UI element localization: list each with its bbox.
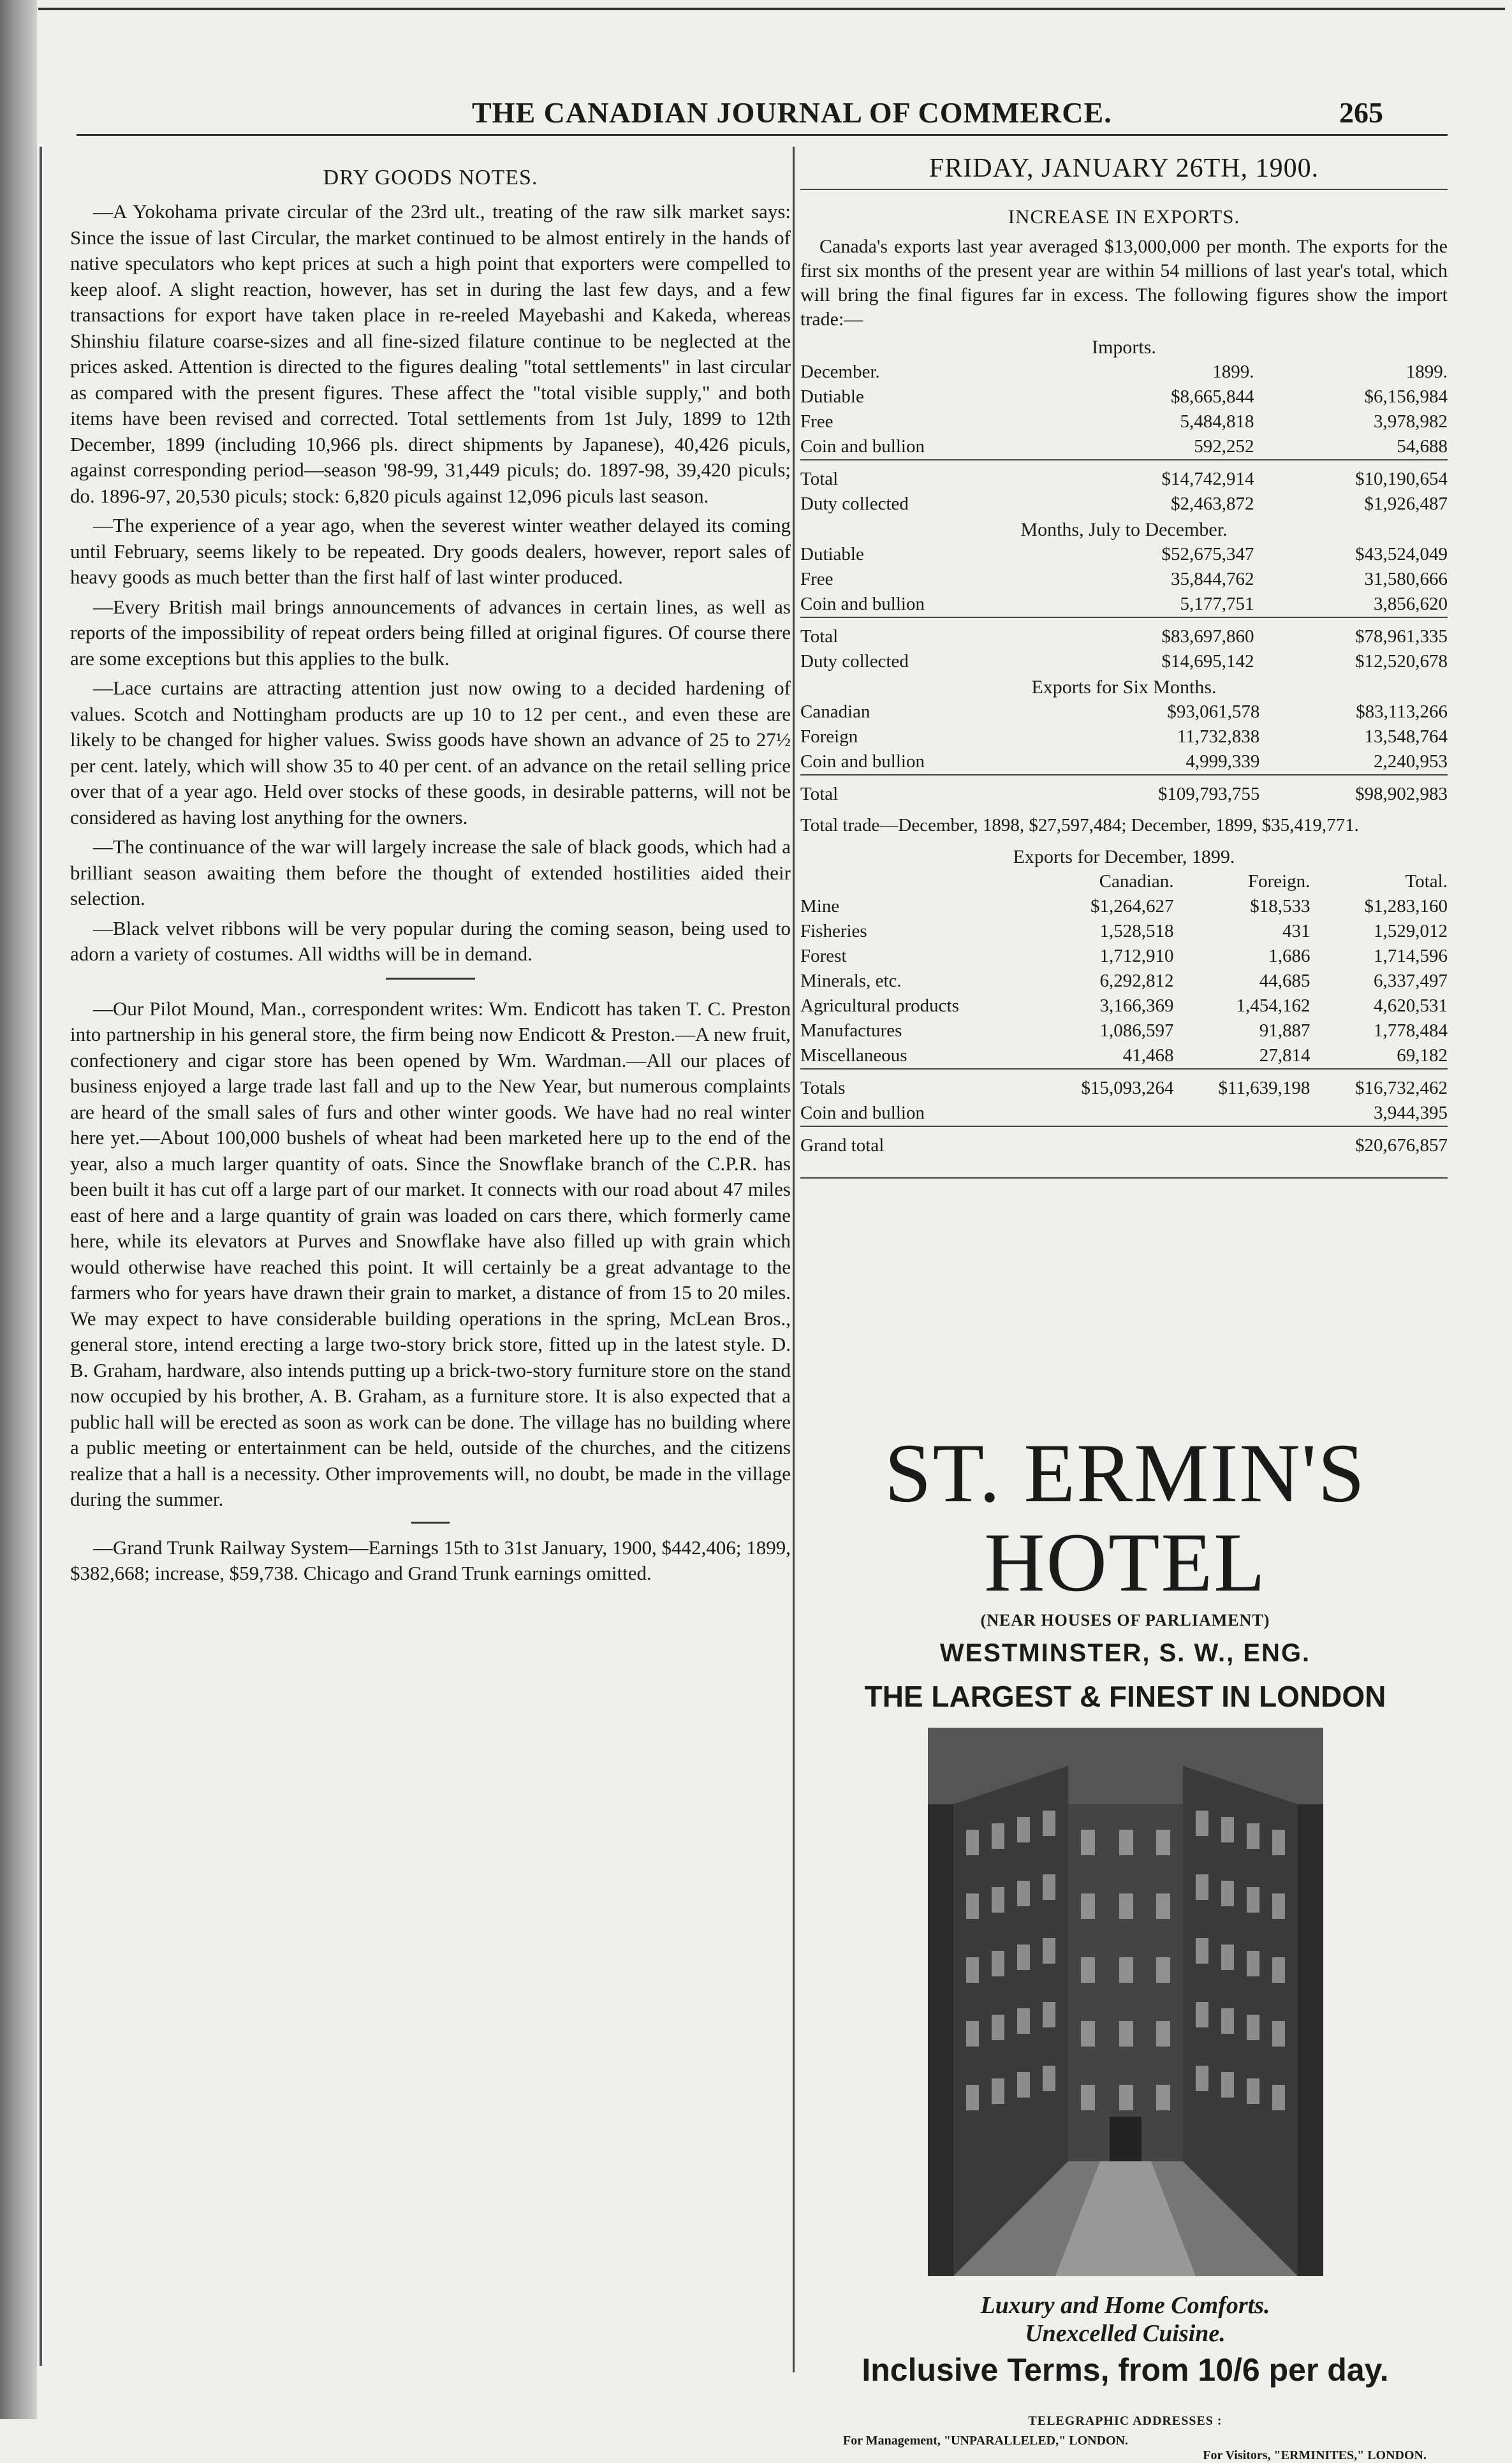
table-header-cell: December.	[800, 362, 880, 382]
hotel-subtitle: (NEAR HOUSES OF PARLIAMENT)	[980, 1611, 1270, 1629]
table-cell: 44,685	[1259, 971, 1310, 991]
issue-date: FRIDAY, JANUARY 26TH, 1900.	[928, 154, 1319, 183]
table-cell: $78,961,335	[1355, 626, 1448, 647]
imports-months-table	[800, 542, 1448, 674]
page-header	[0, 96, 1512, 134]
table-cell: 11,732,838	[1177, 726, 1260, 747]
table-cell: Coin and bullion	[800, 1103, 925, 1123]
table-cell: $83,113,266	[1356, 702, 1448, 722]
dry-goods-paragraph: —Lace curtains are attracting attention just now owing to a decided hardening of values. Scotch and Nottingham products are up 10 to 12 per cent., and even these are likely to be changed for higher values. Swiss goods have shown an advance of 25 to 27½ per cent. lately, which will show 35 to 40 per cent. of an advance on the retail selling price over that of a year ago. Held over stocks of these goods, in desirable patterns, will not be considered as having lost anything for the owners.	[70, 677, 791, 828]
section-divider	[411, 1522, 450, 1524]
table-cell: 91,887	[1259, 1020, 1310, 1041]
dry-goods-paragraph: —Every British mail brings announcements of advances in certain lines, as well as reports of the impossibility of repeat orders being filled at original figures. Of course there are some exceptions but this applies to the bulk.	[70, 595, 791, 670]
table-row	[800, 1018, 1448, 1043]
table-header-row	[800, 869, 1448, 894]
sum-rule	[800, 1126, 1448, 1133]
telegraphic-addresses-label: TELEGRAPHIC ADDRESSES :	[1028, 2414, 1222, 2428]
table-cell: $83,697,860	[1161, 626, 1254, 647]
table-cell: $10,190,654	[1355, 469, 1448, 489]
table-cell: $93,061,578	[1167, 702, 1260, 722]
visitors-address: For Visitors, "ERMINITES," LONDON.	[1203, 2448, 1427, 2462]
exports-six-months-table	[800, 700, 1448, 807]
table-row	[800, 649, 1448, 674]
table-cell: 1,529,012	[1374, 921, 1448, 941]
page-number: 265	[1339, 96, 1383, 129]
dry-goods-paragraph: —A Yokohama private circular of the 23rd ult., treating of the raw silk market says: Since the issue of last Circular, the market continued to be almost entirely in the hands of native speculators who kept prices at such a high point that exporters were compelled to keep aloof. A slight reaction, however, has set in during the last few days, and a few transactions for export have taken place in re-reeled Mayebashi and Kakeda, whereas Shinshiu filature coarse-sizes and all fine-sized filature continue to be neglected at the prices asked. Attention is directed to the figures dealing "total settlements" in last circular as compared with the present figures. These affect the "total visible supply," and both items have been revised and corrected. Total settlements from 1st July, 1899 to 12th December, 1899 (including 10,966 pls. direct shipments by Japanese), 40,426 piculs, against corresponding period—season '98-99, 31,449 piculs; do. 1897-98, 39,420 piculs; do. 1896-97, 20,530 piculs; stock: 6,820 piculs against 12,096 piculs last season.	[70, 200, 791, 507]
table-row	[800, 542, 1448, 567]
imports-caption: Imports.	[1092, 337, 1156, 358]
table-cell: 3,856,620	[1374, 594, 1448, 614]
hotel-luxury-line: Luxury and Home Comforts.	[980, 2292, 1270, 2319]
table-row	[800, 894, 1448, 919]
table-total-row	[800, 624, 1448, 649]
table-cell: 41,468	[1122, 1045, 1174, 1066]
table-cell: $1,264,627	[1090, 896, 1174, 916]
table-cell: Dutiable	[800, 544, 864, 564]
table-header-cell: Canadian.	[1099, 871, 1174, 892]
table-cell: $20,676,857	[1355, 1135, 1448, 1156]
table-cell: 1,712,910	[1099, 946, 1174, 966]
table-row	[800, 592, 1448, 617]
six-months-caption: Exports for Six Months.	[1031, 677, 1217, 698]
table-cell: 592,252	[1194, 436, 1254, 457]
table-cell: 2,240,953	[1374, 751, 1448, 772]
table-cell: Canadian	[800, 702, 870, 722]
table-cell: 13,548,764	[1364, 726, 1448, 747]
hotel-name: ST. ERMIN'S HOTEL	[884, 1426, 1366, 1609]
column-divider	[793, 147, 795, 2372]
sum-rule	[800, 775, 1448, 782]
table-cell: Grand total	[800, 1135, 884, 1156]
table-cell: Fisheries	[800, 921, 867, 941]
left-column	[70, 147, 791, 2385]
table-row	[800, 994, 1448, 1018]
sum-rule	[800, 617, 1448, 624]
grand-trunk-paragraph: —Grand Trunk Railway System—Earnings 15th to 31st January, 1900, $442,406; 1899, $382,668; increase, $59,738. Chicago and Grand Trunk earnings omitted.	[70, 1536, 791, 1584]
table-cell: Duty collected	[800, 651, 909, 672]
table-cell: 1,528,518	[1099, 921, 1174, 941]
table-cell: 4,999,339	[1185, 751, 1260, 772]
table-header-cell: 1899.	[1406, 362, 1448, 382]
table-cell: 5,484,818	[1180, 411, 1254, 432]
left-margin-rule	[40, 147, 42, 2366]
table-cell: 6,292,812	[1099, 971, 1174, 991]
table-row	[800, 385, 1448, 409]
table-cell: $18,533	[1250, 896, 1310, 916]
top-border-line	[38, 8, 1505, 10]
grand-total-rule	[800, 1177, 1448, 1179]
table-row	[800, 492, 1448, 517]
december-exports-table	[800, 869, 1448, 1158]
table-cell: Totals	[800, 1078, 846, 1098]
table-cell: $14,742,914	[1161, 469, 1254, 489]
table-row	[800, 944, 1448, 969]
table-cell: $1,283,160	[1364, 896, 1448, 916]
table-row	[800, 567, 1448, 592]
table-row	[800, 700, 1448, 724]
table-cell: 3,978,982	[1374, 411, 1448, 432]
table-cell: Coin and bullion	[800, 751, 925, 772]
header-rule	[77, 134, 1448, 136]
table-cell: 4,620,531	[1374, 996, 1448, 1016]
table-cell: $98,902,983	[1355, 784, 1448, 804]
table-cell: Foreign	[800, 726, 858, 747]
table-total-row	[800, 467, 1448, 492]
table-cell: Miscellaneous	[800, 1045, 907, 1066]
table-cell: 31,580,666	[1364, 569, 1448, 589]
table-cell: Total	[800, 784, 839, 804]
table-cell: Dutiable	[800, 386, 864, 407]
table-cell: 1,454,162	[1236, 996, 1310, 1016]
table-cell: 3,944,395	[1374, 1103, 1448, 1123]
table-row	[800, 969, 1448, 994]
table-header-cell: 1899.	[1212, 362, 1254, 382]
months-caption: Months, July to December.	[1020, 519, 1228, 540]
exports-title: INCREASE IN EXPORTS.	[1008, 205, 1240, 228]
table-cell: $1,926,487	[1364, 494, 1448, 514]
dry-goods-paragraph: —The continuance of the war will largely increase the sale of black goods, which had a brilliant season awaiting them before the thought of extended hostilities aided their selection.	[70, 835, 791, 909]
table-row	[800, 919, 1448, 944]
table-cell: $11,639,198	[1218, 1078, 1310, 1098]
table-cell: 5,177,751	[1180, 594, 1254, 614]
table-cell: 431	[1282, 921, 1310, 941]
table-cell: 35,844,762	[1171, 569, 1254, 589]
table-row	[800, 1043, 1448, 1069]
december-exports-caption: Exports for December, 1899.	[1013, 846, 1235, 867]
table-row	[800, 724, 1448, 749]
sum-rule	[800, 1069, 1448, 1076]
table-cell: 27,814	[1259, 1045, 1310, 1066]
table-header-cell: Foreign.	[1247, 871, 1310, 892]
table-cell: $15,093,264	[1081, 1078, 1174, 1098]
table-cell: $8,665,844	[1171, 386, 1254, 407]
table-header-cell: Total.	[1405, 871, 1448, 892]
table-cell: Coin and bullion	[800, 436, 925, 457]
table-cell: 1,686	[1268, 946, 1310, 966]
grand-total-row	[800, 1133, 1448, 1158]
hotel-terms: Inclusive Terms, from 10/6 per day.	[862, 2352, 1389, 2388]
table-cell: Free	[800, 411, 833, 432]
dry-goods-paragraph: —The experience of a year ago, when the severest winter weather delayed its coming until February, seems likely to be repeated. Dry goods dealers, however, report sales of heavy goods as much better than the first half of last winter produced.	[70, 514, 791, 588]
table-cell: 1,086,597	[1099, 1020, 1174, 1041]
table-total-row	[800, 1076, 1448, 1101]
hotel-location: WESTMINSTER, S. W., ENG.	[939, 1639, 1311, 1667]
hotel-advertisement	[805, 1426, 1446, 2462]
table-cell: Free	[800, 569, 833, 589]
table-cell: $14,695,142	[1161, 651, 1254, 672]
table-header-cell	[800, 869, 1036, 894]
table-cell: Manufactures	[800, 1020, 902, 1041]
table-cell: Mine	[800, 896, 840, 916]
table-cell: $6,156,984	[1364, 386, 1448, 407]
table-cell: 1,714,596	[1374, 946, 1448, 966]
hotel-engraving	[928, 1728, 1323, 2276]
exports-paragraph: Canada's exports last year averaged $13,000,000 per month. The exports for the first six months of the present year are within 54 millions of last year's total, which will bring the final figures far in excess. The following figures show the import trade:—	[800, 236, 1448, 330]
table-row	[800, 1101, 1448, 1126]
date-rule	[800, 189, 1448, 190]
table-cell: 6,337,497	[1374, 971, 1448, 991]
table-cell: $16,732,462	[1355, 1078, 1448, 1098]
table-cell: Total	[800, 626, 839, 647]
journal-title: THE CANADIAN JOURNAL OF COMMERCE.	[472, 96, 1112, 129]
page-edge-shadow	[0, 0, 37, 2419]
hotel-slogan: THE LARGEST & FINEST IN LONDON	[864, 1680, 1386, 1713]
table-cell: 3,166,369	[1099, 996, 1174, 1016]
table-header-row	[800, 360, 1448, 385]
table-total-row	[800, 782, 1448, 807]
sum-rule	[800, 460, 1448, 467]
table-cell: $12,520,678	[1355, 651, 1448, 672]
table-cell: $52,675,347	[1161, 544, 1254, 564]
table-cell: Agricultural products	[800, 996, 959, 1016]
table-cell: $2,463,872	[1171, 494, 1254, 514]
table-cell: 54,688	[1397, 436, 1448, 457]
table-cell: Forest	[800, 946, 847, 966]
table-cell: $109,793,755	[1157, 784, 1260, 804]
table-cell: 1,778,484	[1374, 1020, 1448, 1041]
table-cell: $43,524,049	[1355, 544, 1448, 564]
hotel-building-illustration	[928, 1728, 1323, 2276]
table-cell: Minerals, etc.	[800, 971, 902, 991]
hotel-cuisine-line: Unexcelled Cuisine.	[1025, 2320, 1226, 2347]
imports-december-table	[800, 360, 1448, 517]
table-row	[800, 409, 1448, 434]
section-divider	[386, 978, 475, 980]
table-cell: 69,182	[1397, 1045, 1448, 1066]
dry-goods-paragraph: —Black velvet ribbons will be very popular during the coming season, being used to adorn a variety of costumes. All widths will be in demand.	[70, 916, 791, 965]
table-row	[800, 434, 1448, 460]
table-cell: Coin and bullion	[800, 594, 925, 614]
table-cell: Total	[800, 469, 839, 489]
dry-goods-title: DRY GOODS NOTES.	[323, 166, 538, 189]
management-address: For Management, "UNPARALLELED," LONDON.	[843, 2434, 1129, 2448]
table-cell: Duty collected	[800, 494, 909, 514]
pilot-mound-paragraph: —Our Pilot Mound, Man., correspondent writes: Wm. Endicott has taken T. C. Preston into partnership in his general store, the firm being now Endicott & Preston.—A new fruit, confectionery and cigar store has been opened by Wm. Wardman.—All our places of business enjoyed a large trade last fall and up to the New Year, but numerous complaints are heard of the small sales of furs and other winter goods. We have had no real winter here yet.—About 100,000 bushels of wheat had been marketed here up to the end of the year, also a much larger quantity of oats. Since the Snowflake branch of the C.P.R. has been built it has cut off a large part of our market. It connects with our road about 47 miles east of here and a large quantity of grain was loaded on cars there, which formerly came here, while its elevators at Purves and Snowflake have also filled up with grain which would otherwise have reached this point. It will certainly be a great advantage to the farmers who for years have drawn their grain to market, a distance of from 15 to 20 miles. We may expect to have considerable building operations in the spring, McLean Bros., general store, intend erecting a large two-story brick store, fitted up in the latest style. D. B. Graham, hardware, also intends putting up a brick-two-story furniture store on the stand now occupied by his brother, A. B. Graham, as a furniture store. It is also expected that a public hall will be erected as soon as work can be done. The village has no building where a public meeting or entertainment can be held, outside of the churches, and the citizens realize that a hall is a necessity. Other improvements will, no doubt, be made in the village during the summer.	[70, 997, 791, 1510]
table-row	[800, 749, 1448, 775]
total-trade-note: Total trade—December, 1898, $27,597,484; December, 1899, $35,419,771.	[800, 815, 1359, 835]
